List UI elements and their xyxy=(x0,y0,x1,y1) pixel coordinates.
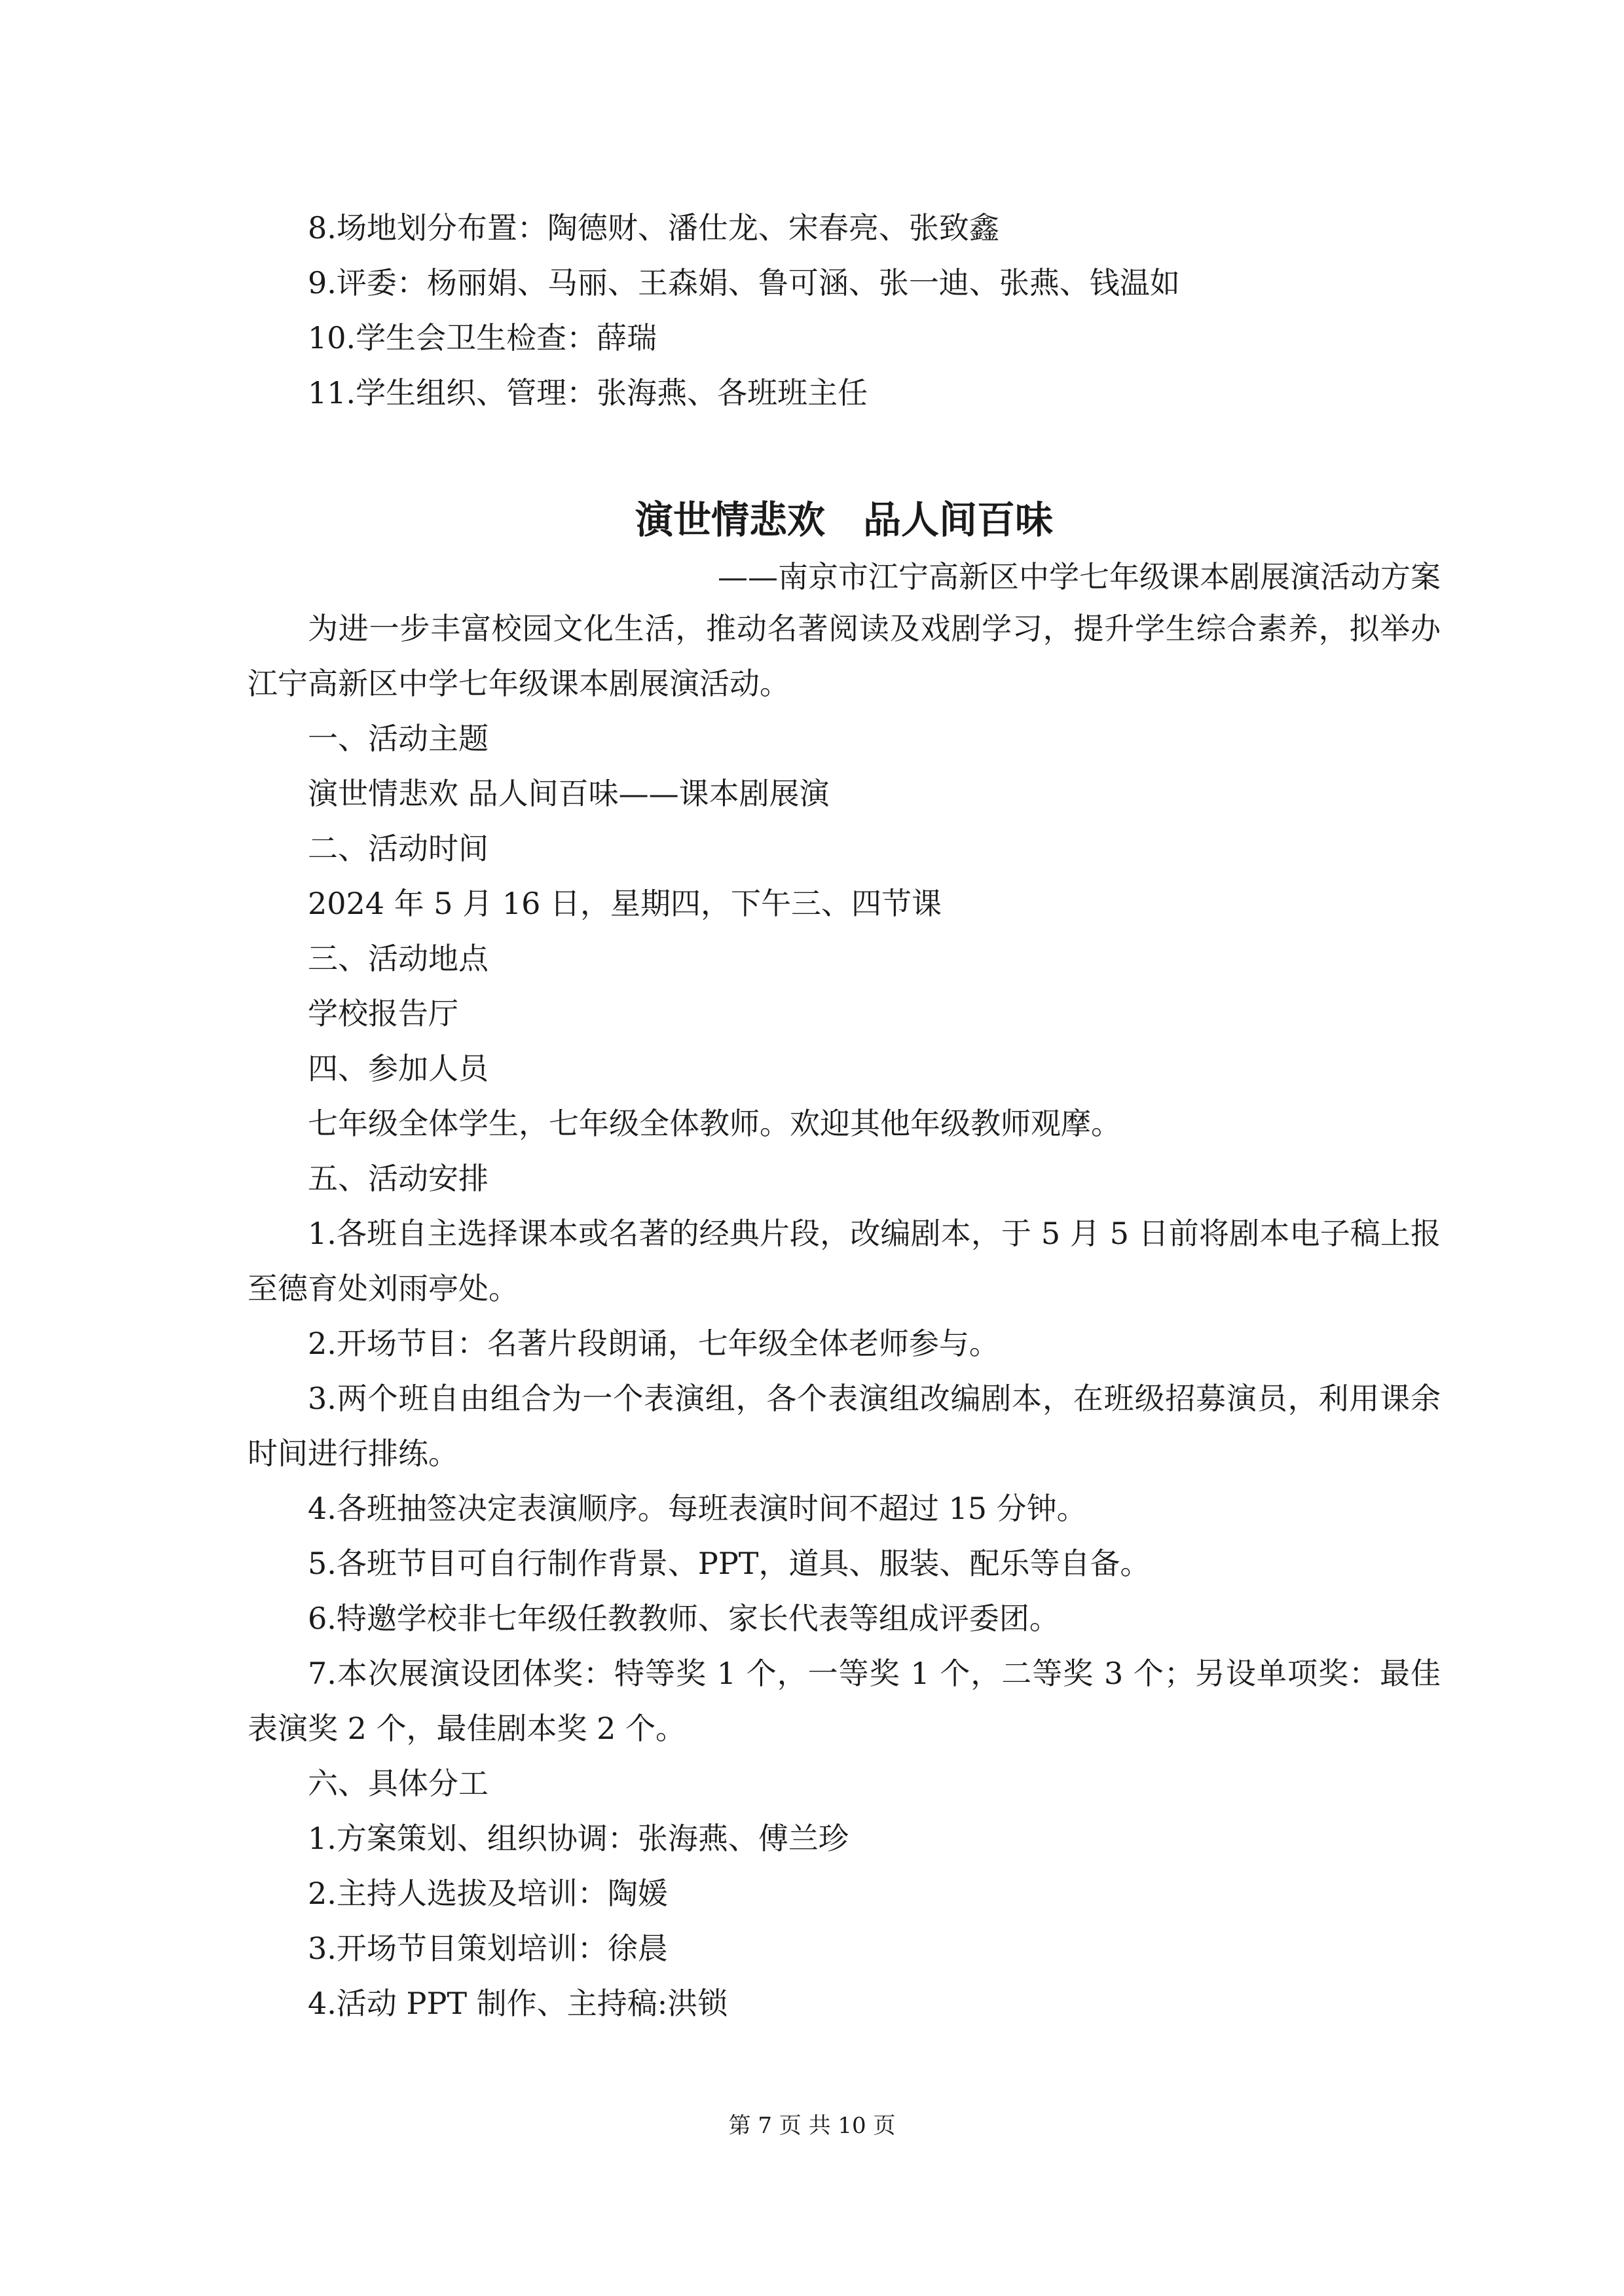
page-footer: 第 7 页 共 10 页 xyxy=(728,2113,896,2139)
division-item: 2.主持人选拔及培训：陶媛 xyxy=(308,1876,668,1911)
arrangement-item: 6.特邀学校非七年级任教教师、家长代表等组成评委团。 xyxy=(308,1601,1060,1636)
section-heading: 六、具体分工 xyxy=(308,1766,489,1801)
intro-paragraph: 为进一步丰富校园文化生活，推动名著阅读及戏剧学习，提升学生综合素养，拟举办江宁高新区中学七年级课本剧展演活动。 xyxy=(248,611,1441,701)
section-text: 演世情悲欢 品人间百味——课本剧展演 xyxy=(308,776,830,811)
list-item: 8.场地划分布置：陶德财、潘仕龙、宋春亮、张致鑫 xyxy=(308,210,999,246)
section-heading: 四、参加人员 xyxy=(308,1051,489,1086)
section-heading: 一、活动主题 xyxy=(308,721,489,756)
list-item: 9.评委：杨丽娟、马丽、王森娟、鲁可涵、张一迪、张燕、钱温如 xyxy=(308,265,1180,301)
document-subtitle: ——南京市江宁高新区中学七年级课本剧展演活动方案 xyxy=(718,559,1441,594)
arrangement-item: 2.开场节目：名著片段朗诵，七年级全体老师参与。 xyxy=(308,1326,999,1361)
section-text: 学校报告厅 xyxy=(308,996,458,1031)
page-content xyxy=(248,200,1441,2031)
document-title: 演世情悲欢 品人间百味 xyxy=(635,498,1053,542)
section-text: 2024 年 5 月 16 日，星期四，下午三、四节课 xyxy=(308,886,942,921)
division-item: 3.开场节目策划培训：徐晨 xyxy=(308,1931,668,1966)
section-heading: 三、活动地点 xyxy=(308,941,489,976)
arrangement-item: 5.各班节目可自行制作背景、PPT，道具、服装、配乐等自备。 xyxy=(308,1546,1151,1581)
arrangement-item: 7.本次展演设团体奖：特等奖 1 个，一等奖 1 个，二等奖 3 个；另设单项奖：最佳表演奖 2 个，最佳剧本奖 2 个。 xyxy=(248,1656,1441,1746)
section-heading: 五、活动安排 xyxy=(308,1161,489,1196)
list-item: 10.学生会卫生检查：薛瑞 xyxy=(308,320,657,355)
arrangement-item: 4.各班抽签决定表演顺序。每班表演时间不超过 15 分钟。 xyxy=(308,1491,1087,1526)
list-item: 11.学生组织、管理：张海燕、各班班主任 xyxy=(308,375,868,410)
section-text: 七年级全体学生，七年级全体教师。欢迎其他年级教师观摩。 xyxy=(308,1106,1121,1141)
division-item: 1.方案策划、组织协调：张海燕、傅兰珍 xyxy=(308,1821,849,1856)
division-item: 4.活动 PPT 制作、主持稿:洪锁 xyxy=(308,1986,728,2021)
arrangement-item: 1.各班自主选择课本或名著的经典片段，改编剧本，于 5 月 5 日前将剧本电子稿上报至德育处刘雨亭处。 xyxy=(248,1216,1441,1306)
arrangement-item: 3.两个班自由组合为一个表演组，各个表演组改编剧本，在班级招募演员，利用课余时间进行排练。 xyxy=(248,1381,1441,1471)
section-heading: 二、活动时间 xyxy=(308,831,489,866)
section-spacer xyxy=(248,420,1441,487)
